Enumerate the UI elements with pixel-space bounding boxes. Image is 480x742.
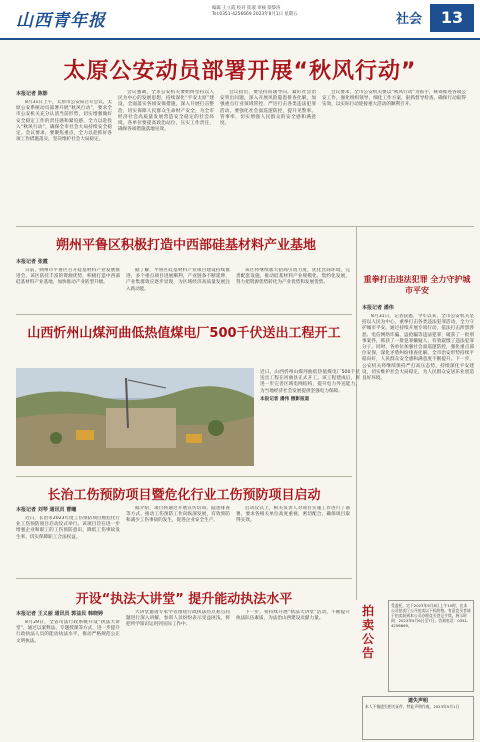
auction-notice-box: 受委托，定于2023年9月8日上午10时，在本公司拍卖厅公开拍卖以下标的物。有意竞买者请于拍卖前到本公司办理竞买登记手续。展示时间：2023年9月6日至7日。咨询电话：0351-4256669。: [388, 600, 474, 692]
article-5-col-2: 大讲堂邀请专家学者围绕行政执法热点难点问题进行深入讲解，参训人员纷纷表示受益匪浅，将把所学知识运用到实际工作中。: [126, 610, 230, 628]
divider: [16, 578, 352, 579]
sidebar-headline: 重拳打击违法犯罪 全力守护城市平安: [363, 275, 471, 295]
lost-notice-box: 遗失声明 本人不慎遗失相关证件，特此声明作废。2023年9月1日: [362, 696, 474, 740]
auction-notice-label: 拍卖公告: [362, 604, 375, 660]
divider: [16, 476, 352, 477]
article-5-col-1: 8月29日，全省司法行政系统开设“执法大讲堂”，通过以案释法、专题授课等方式，进一步提升行政执法人员的能动执法水平，推动严格规范公正文明执法。: [16, 620, 120, 644]
sidebar-byline: 本报记者 潘伟: [362, 305, 394, 311]
photo-caption: 近日，山西忻州山煤河曲低热值煤电厂500千伏送出工程在河曲县正式开工。该工程建成后，将进一步完善区域电网结构，提升电力外送能力，为当地经济社会发展提供坚强电力保障。 本报记者 潘伟 摄影报道: [260, 370, 360, 402]
masthead: [0, 0, 480, 40]
article-4-col-3: 启动仪式上，相关负责人对项目实施工作进行了部署，要求各相关单位高度重视，密切配合，确保项目取得实效。: [236, 506, 350, 524]
divider: [356, 226, 357, 600]
section-name: 社会: [396, 12, 423, 27]
article-4-col-1: 近日，长治市2023年度工伤预防项目暨危化行业工伤预防项目启动仪式举行。该项目旨在进一步增强企业和职工的工伤预防意识，降低工伤事故发生率，切实保障职工合法权益。: [16, 516, 120, 540]
power-plant-construction-photo: [16, 368, 254, 466]
article-2-headline: 朔州平鲁区积极打造中西部硅基材料产业基地: [55, 238, 316, 253]
photo-illustration: [16, 368, 254, 466]
article-1-col-4: 会议要求，全市公安机关要以“秋风行动”为抓手，统筹推进各项公安工作，强化组织领导，细化工作方案，狠抓督导检查，确保行动取得实效，以实际行动迎接重大活动的顺利召开。: [322, 90, 466, 108]
page-number: 13: [430, 4, 474, 32]
article-1-col-1: 8月31日上午，太原市公安局召开会议，太原公安系统动员部署开展“秋风行动”，要求全市公安机关充分认清当前形势，切实增强做好安全稳定工作的责任感和紧迫感，全力以赴投入“秋风行动”，确保全市社会大局持续安全稳定。会议要求，要聚焦重点，全力以赴抓好各项工作措施落实，坚决维护社会大局稳定。: [16, 100, 112, 143]
article-5-col-3: 下一步，将持续开展“执法大讲堂”活动，不断提升执法队伍素质，为法治山西建设贡献力量。: [236, 610, 350, 622]
article-1-headline: 太原公安动员部署开展“秋风行动”: [63, 59, 417, 84]
article-1-col-2: 会议强调，全市公安机关要始终坚持以人民为中心的发展思想，持续深化“平安太原”建设，全面落实各项安保措施，深入开展打击整治，切实保障人民群众生命财产安全，为全市经济社会高质量发展营造安全稳定的社会环境。各单位要提高政治站位，压实工作责任，确保各项措施落地见效。: [118, 90, 214, 133]
article-2-col-1: 日前，朔州市平鲁区召开硅基材料产业发展推进会，该区依托丰富的资源优势，积极打造中西部硅基材料产业基地，加快推动产业转型升级。: [16, 268, 120, 286]
article-2-col-2: 据了解，平鲁区硅基材料产业项目建设持续推进，多个重点项目进展顺利，产业链条不断延伸，产业集群效应逐步显现，为区域经济高质量发展注入新动能。: [126, 268, 230, 292]
masthead-meta: 编辑 王立霞 校对 崔淑 审核 梁黎涛 Tel:0351-4256669 2023年8月1日 星期五: [212, 6, 298, 17]
article-4-col-2: 据介绍，项目将通过开展宣传培训、隐患排查等方式，推动工伤预防工作向纵深发展，有效预防和减少工伤事故的发生，促进企业安全生产。: [126, 506, 230, 524]
article-5-byline: 本报记者 王义丽 通讯员 郭益民 韩晓婷: [16, 611, 103, 617]
article-2-col-3: 该区将继续加大招商引资力度，优化营商环境，完善配套设施，推动硅基材料产业规模化、集约化发展，努力把资源优势转化为产业优势和发展优势。: [236, 268, 350, 286]
article-4-headline: 长治工伤预防项目暨危化行业工伤预防项目启动: [47, 488, 321, 503]
article-4-byline: 本报记者 刘琴 通讯员 曹曦: [16, 507, 77, 513]
article-1-col-3: 会议指出，要坚持问题导向，紧盯社会治安突出问题，深入开展风险隐患排查化解，加强重点行业领域管控，严厉打击各类违法犯罪活动。要强化社会面巡逻防控，提升见警率、管事率，切实增强人民群众的安全感和满意度。: [220, 90, 316, 127]
article-2-byline: 本报记者 张霞: [16, 259, 48, 265]
article-5-headline: 开设“执法大讲堂” 提升能动执法水平: [75, 592, 293, 607]
article-3-headline: 山西忻州山煤河曲低热值煤电厂500千伏送出工程开工: [27, 326, 341, 341]
sidebar-body: 8月31日，记者获悉，今年以来，全市公安机关坚持以人民为中心，重拳打击各类违法犯罪活动，全力守护城市平安。通过持续开展专项行动，依法打击涉黑涉恶、电信网络诈骗、盗抢骗等违法犯罪，破获了一批刑事案件，抓获了一批犯罪嫌疑人，有效震慑了违法犯罪分子。同时，各单位加强社会面巡逻防控，强化重点部位安保，深化矛盾纠纷排查化解，全市治安形势持续平稳向好，人民群众安全感和满意度不断提升。下一步，公安机关将继续保持严打高压态势，持续深化平安建设，切实维护社会大局稳定，为人民群众安居乐业创造良好环境。: [362, 314, 474, 382]
newspaper-logo: 山西青年报: [16, 11, 106, 31]
article-1-byline: 本报记者 陈影: [16, 91, 48, 97]
divider: [16, 226, 474, 227]
divider: [16, 314, 352, 315]
